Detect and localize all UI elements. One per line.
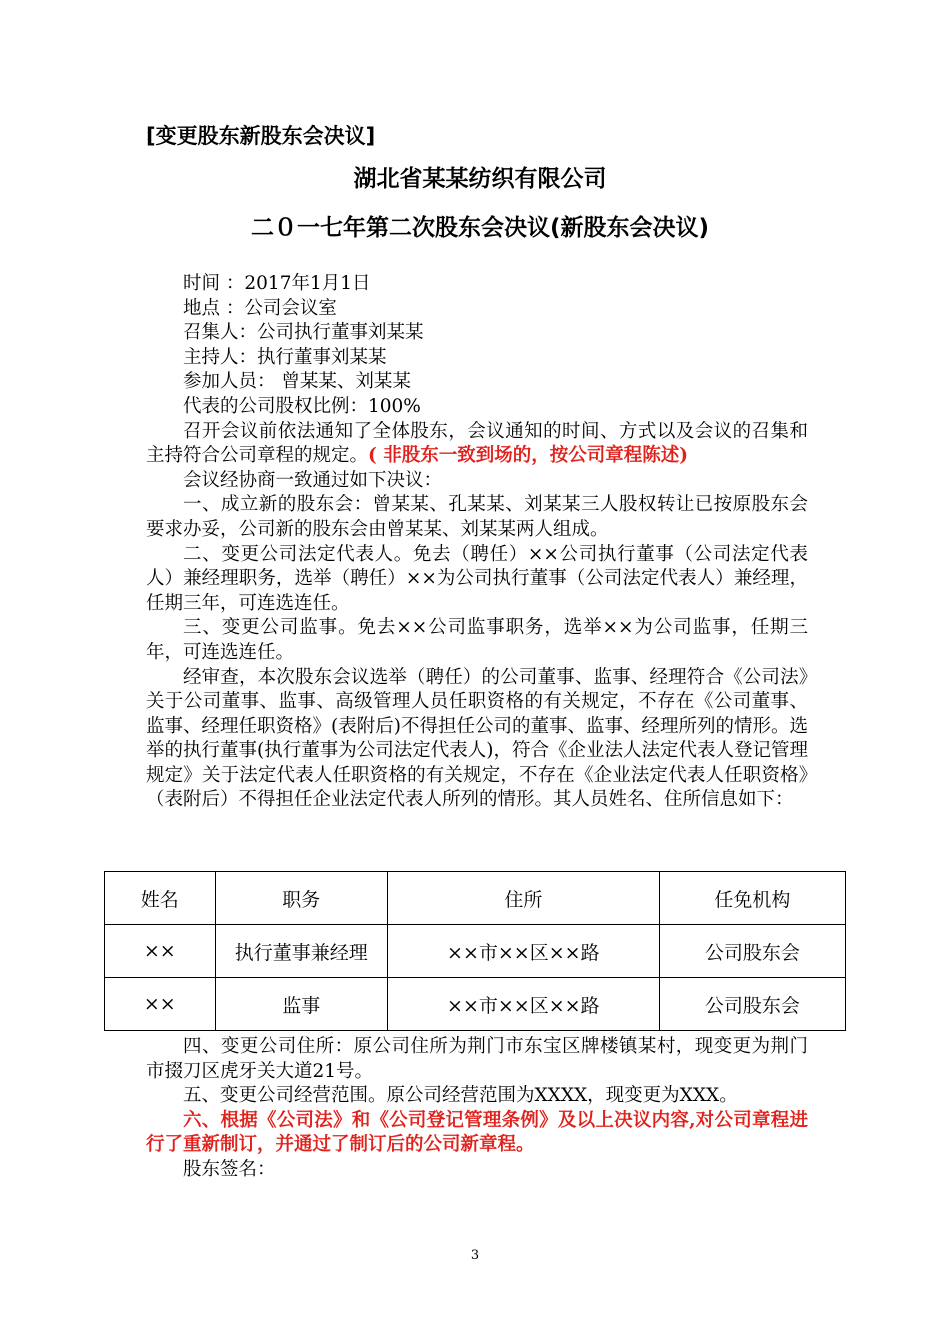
header-position: 职务 [215,872,387,925]
resolution-intro: 会议经协商一致通过如下决议： [183,469,443,491]
meeting-equity: 代表的公司股权比例：100% [183,395,421,417]
cell-position: 执行董事兼经理 [215,925,387,978]
page-number: 3 [470,1248,480,1263]
notice-paragraph [146,420,808,469]
table-row [105,978,846,1031]
cell-name: ×× [105,978,216,1031]
cell-address: ××市××区××路 [387,978,659,1031]
meeting-time: 时间 ：2017年1月1日 [183,273,371,294]
meeting-host: 主持人：执行董事刘某某 [183,346,387,368]
meeting-title: 二０一七年第二次股东会决议(新股东会决议) [250,215,710,241]
notice-note: ( 非股东一致到场的，按公司章程陈述) [368,445,688,467]
header-address: 住所 [387,872,659,925]
resolution-item-6: 六、根据《公司法》和《公司登记管理条例》及以上决议内容,对公司章程进行了重新制订，并通过了制订后的公司新章程。 [146,1109,808,1156]
meeting-place: 地点 ：公司会议室 [183,297,337,319]
review-paragraph: 经审查，本次股东会议选举（聘任）的公司董事、监事、经理符合《公司法》关于公司董事、监事、高级管理人员任职资格的有关规定，不存在《公司董事、监事、经理任职资格》(表附后)不得担任公司的董事、监事、经理所列的情形。选举的执行董事(执行董事为公司法定代表人)，符合《企业法人法定代表人登记管理规定》关于法定代表人任职资格的有关规定，不存在《企业法定代表人任职资格》（表附后）不得担任企业法定代表人所列的情形。其人员姓名、住所信息如下： [146,666,808,811]
resolution-body [146,272,808,813]
company-title: 湖北省某某纺织有限公司 [353,166,607,192]
resolution-item-5: 五、变更公司经营范围。原公司经营范围为XXXX，现变更为XXX。 [183,1085,738,1107]
notice-text: 召开会议前依法通知了全体股东，会议通知的时间、方式以及会议的召集和主持符合公司章程的规定。 [146,420,808,467]
header-name: 姓名 [105,872,216,925]
cell-name: ×× [105,925,216,978]
cell-position: 监事 [215,978,387,1031]
document-tag: [变更股东新股东会决议] [146,124,376,148]
table-header-row [105,872,846,925]
resolution-item-4: 四、变更公司住所：原公司住所为荆门市东宝区牌楼镇某村，现变更为荆门市掇刀区虎牙关大道21号。 [146,1036,808,1082]
table-row [105,925,846,978]
cell-authority: 公司股东会 [659,978,845,1031]
resolution-item-1: 一、成立新的股东会：曾某某、孔某某、刘某某三人股权转让已按原股东会要求办妥，公司新的股东会由曾某某、刘某某两人组成。 [146,494,808,540]
resolution-item-3: 三、变更公司监事。免去××公司监事职务，选举××为公司监事，任期三年，可连选连任。 [146,617,808,663]
meeting-convener: 召集人：公司执行董事刘某某 [183,322,424,344]
meeting-attendees: 参加人员： 曾某某、刘某某 [183,371,411,393]
cell-authority: 公司股东会 [659,925,845,978]
header-authority: 任免机构 [659,872,845,925]
cell-address: ××市××区××路 [387,925,659,978]
shareholder-signature: 股东签名： [183,1158,276,1180]
resolution-body-continued [146,1035,808,1183]
resolution-item-2: 二、变更公司法定代表人。免去（聘任）××公司执行董事（公司法定代表人）兼经理职务，选举（聘任）××为公司执行董事（公司法定代表人）兼经理，任期三年，可连选连任。 [146,543,808,614]
personnel-table [104,871,846,1031]
